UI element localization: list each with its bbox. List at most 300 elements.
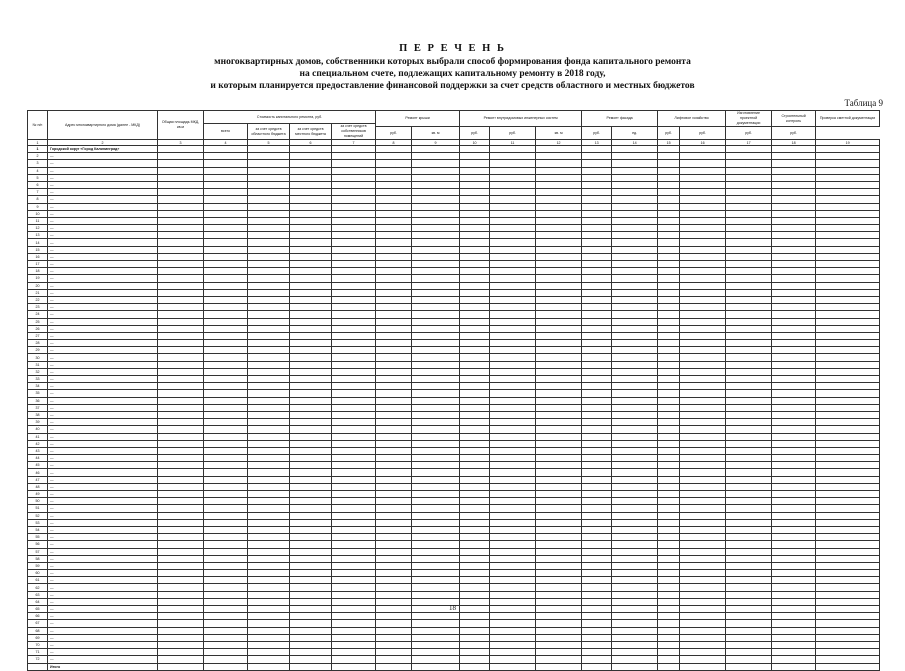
row-value xyxy=(726,498,772,505)
row-value xyxy=(290,663,332,670)
row-value xyxy=(332,512,376,519)
row-value xyxy=(204,663,248,670)
row-value xyxy=(376,232,412,239)
row-value xyxy=(332,261,376,268)
table-row xyxy=(28,498,880,505)
row-value xyxy=(658,261,680,268)
row-value xyxy=(536,663,582,670)
row-value xyxy=(612,160,658,167)
row-value xyxy=(612,411,658,418)
row-number: 11 xyxy=(28,217,48,224)
row-value xyxy=(460,318,490,325)
row-value xyxy=(658,419,680,426)
row-value xyxy=(412,181,460,188)
row-value xyxy=(204,225,248,232)
row-value xyxy=(204,232,248,239)
row-value xyxy=(158,397,204,404)
row-value xyxy=(612,253,658,260)
row-value xyxy=(772,311,816,318)
table-row xyxy=(28,620,880,627)
row-value xyxy=(460,311,490,318)
row-number: 23 xyxy=(28,304,48,311)
row-value xyxy=(680,548,726,555)
row-value xyxy=(376,498,412,505)
row-value xyxy=(490,591,536,598)
row-value xyxy=(536,462,582,469)
row-number: 47 xyxy=(28,476,48,483)
row-value xyxy=(772,649,816,656)
document-subtitle-line-3: и которым планируется предоставление финансовой поддержки за счет средств областного и местных бюджетов xyxy=(210,81,695,91)
row-value xyxy=(612,526,658,533)
row-value xyxy=(726,361,772,368)
unit-cell: руб. xyxy=(772,127,816,140)
row-value xyxy=(612,261,658,268)
row-value xyxy=(582,318,612,325)
row-value xyxy=(332,232,376,239)
row-value xyxy=(658,541,680,548)
row-value xyxy=(376,397,412,404)
table-row xyxy=(28,383,880,390)
row-value xyxy=(772,404,816,411)
row-number: 13 xyxy=(28,232,48,239)
row-address: — xyxy=(48,462,158,469)
row-value xyxy=(412,225,460,232)
row-value xyxy=(658,347,680,354)
row-value xyxy=(460,498,490,505)
row-value xyxy=(290,368,332,375)
row-value xyxy=(460,354,490,361)
row-number: 59 xyxy=(28,562,48,569)
row-value xyxy=(680,246,726,253)
row-value xyxy=(158,361,204,368)
row-value xyxy=(204,383,248,390)
row-value xyxy=(376,282,412,289)
row-number: 30 xyxy=(28,354,48,361)
row-value xyxy=(204,325,248,332)
row-value xyxy=(290,534,332,541)
row-value xyxy=(582,167,612,174)
row-value xyxy=(582,411,612,418)
row-value xyxy=(332,541,376,548)
row-value xyxy=(158,246,204,253)
row-value xyxy=(376,411,412,418)
row-value xyxy=(158,160,204,167)
row-value xyxy=(460,368,490,375)
row-value xyxy=(536,311,582,318)
row-value xyxy=(460,167,490,174)
row-value xyxy=(772,217,816,224)
row-value xyxy=(460,591,490,598)
table-row xyxy=(28,483,880,490)
row-value xyxy=(290,311,332,318)
table-row xyxy=(28,181,880,188)
table-row xyxy=(28,304,880,311)
row-value xyxy=(536,455,582,462)
row-value xyxy=(680,181,726,188)
row-value xyxy=(680,627,726,634)
table-row xyxy=(28,397,880,404)
row-value xyxy=(248,491,290,498)
row-value xyxy=(658,340,680,347)
row-value xyxy=(460,404,490,411)
row-value xyxy=(582,361,612,368)
row-value xyxy=(772,167,816,174)
row-value xyxy=(332,562,376,569)
table-row xyxy=(28,146,880,153)
row-value xyxy=(332,570,376,577)
row-value xyxy=(680,491,726,498)
row-value xyxy=(582,555,612,562)
row-value xyxy=(680,390,726,397)
row-value xyxy=(582,282,612,289)
row-value xyxy=(726,318,772,325)
row-value xyxy=(582,181,612,188)
row-number: 14 xyxy=(28,239,48,246)
row-value xyxy=(460,261,490,268)
row-value xyxy=(332,325,376,332)
row-value xyxy=(582,469,612,476)
row-value xyxy=(726,225,772,232)
column-number: 19 xyxy=(816,140,880,146)
row-value xyxy=(816,153,880,160)
row-value xyxy=(658,167,680,174)
document-subtitle-line-1: многоквартирных домов, собственники которых выбрали способ формирования фонда капитального ремонта xyxy=(214,57,691,67)
row-value xyxy=(460,361,490,368)
row-value xyxy=(332,534,376,541)
row-value xyxy=(412,440,460,447)
row-value xyxy=(158,354,204,361)
row-value xyxy=(376,591,412,598)
row-value xyxy=(332,296,376,303)
row-value xyxy=(816,318,880,325)
row-value xyxy=(460,174,490,181)
table-row xyxy=(28,210,880,217)
row-value xyxy=(582,519,612,526)
row-number: 22 xyxy=(28,296,48,303)
row-value xyxy=(158,181,204,188)
row-value xyxy=(612,174,658,181)
row-number: 43 xyxy=(28,447,48,454)
row-value xyxy=(536,376,582,383)
row-value xyxy=(204,476,248,483)
row-value xyxy=(536,505,582,512)
table-row xyxy=(28,555,880,562)
row-value xyxy=(158,311,204,318)
header-inspection: Проверка сметной документации xyxy=(816,111,880,127)
row-number: 72 xyxy=(28,656,48,663)
row-address: — xyxy=(48,476,158,483)
row-value xyxy=(412,577,460,584)
row-value xyxy=(290,296,332,303)
row-number: 61 xyxy=(28,577,48,584)
row-value xyxy=(248,167,290,174)
table-row xyxy=(28,548,880,555)
table-row xyxy=(28,469,880,476)
row-value xyxy=(290,361,332,368)
row-value xyxy=(332,548,376,555)
row-value xyxy=(772,146,816,153)
row-value xyxy=(536,390,582,397)
row-value xyxy=(816,562,880,569)
table-row xyxy=(28,447,880,454)
header-owners: за счет средств собственников помещений xyxy=(332,124,376,140)
row-value xyxy=(582,160,612,167)
row-value xyxy=(248,627,290,634)
row-number: 16 xyxy=(28,253,48,260)
row-value xyxy=(680,663,726,670)
row-value xyxy=(680,591,726,598)
row-value xyxy=(248,368,290,375)
row-value xyxy=(582,526,612,533)
row-value xyxy=(658,584,680,591)
row-value xyxy=(412,239,460,246)
row-address: — xyxy=(48,210,158,217)
row-value xyxy=(290,483,332,490)
row-value xyxy=(536,656,582,663)
row-value xyxy=(726,383,772,390)
row-value xyxy=(658,526,680,533)
row-value xyxy=(582,483,612,490)
table-row xyxy=(28,332,880,339)
row-value xyxy=(332,411,376,418)
row-value xyxy=(726,649,772,656)
row-value xyxy=(536,225,582,232)
row-value xyxy=(680,318,726,325)
row-value xyxy=(290,491,332,498)
row-number: 36 xyxy=(28,397,48,404)
table-row xyxy=(28,455,880,462)
row-value xyxy=(412,282,460,289)
row-value xyxy=(290,332,332,339)
row-value xyxy=(248,174,290,181)
row-value xyxy=(816,340,880,347)
row-value xyxy=(816,634,880,641)
row-value xyxy=(332,656,376,663)
row-value xyxy=(726,203,772,210)
row-value xyxy=(248,376,290,383)
row-value xyxy=(332,649,376,656)
row-value xyxy=(658,368,680,375)
row-value xyxy=(490,332,536,339)
row-value xyxy=(816,210,880,217)
row-value xyxy=(658,376,680,383)
row-value xyxy=(536,526,582,533)
row-value xyxy=(612,649,658,656)
row-value xyxy=(376,455,412,462)
row-address: — xyxy=(48,332,158,339)
row-value xyxy=(816,462,880,469)
row-value xyxy=(204,419,248,426)
row-value xyxy=(248,548,290,555)
row-value xyxy=(158,347,204,354)
row-value xyxy=(248,426,290,433)
row-value xyxy=(412,584,460,591)
document-subtitle-line-2: на специальном счете, подлежащих капитальному ремонту в 2018 году, xyxy=(299,69,606,79)
row-value xyxy=(332,174,376,181)
row-value xyxy=(490,232,536,239)
row-value xyxy=(204,455,248,462)
row-value xyxy=(490,512,536,519)
row-value xyxy=(490,225,536,232)
row-value xyxy=(412,217,460,224)
row-value xyxy=(816,584,880,591)
row-value xyxy=(412,419,460,426)
row-value xyxy=(412,189,460,196)
table-number: Таблица 9 xyxy=(844,98,883,108)
row-value xyxy=(680,620,726,627)
row-value xyxy=(290,656,332,663)
row-value xyxy=(816,325,880,332)
row-value xyxy=(204,217,248,224)
table-row xyxy=(28,354,880,361)
row-value xyxy=(490,447,536,454)
column-number: 18 xyxy=(772,140,816,146)
row-value xyxy=(412,210,460,217)
table-row xyxy=(28,404,880,411)
row-address: Итого xyxy=(48,663,158,670)
row-value xyxy=(158,526,204,533)
row-value xyxy=(412,656,460,663)
row-value xyxy=(158,275,204,282)
column-number: 10 xyxy=(460,140,490,146)
row-value xyxy=(680,282,726,289)
row-value xyxy=(680,656,726,663)
row-value xyxy=(680,512,726,519)
row-value xyxy=(680,404,726,411)
table-row xyxy=(28,246,880,253)
row-value xyxy=(658,570,680,577)
row-value xyxy=(582,383,612,390)
row-value xyxy=(582,397,612,404)
row-value xyxy=(772,253,816,260)
row-value xyxy=(332,447,376,454)
row-value xyxy=(248,577,290,584)
row-value xyxy=(816,246,880,253)
row-value xyxy=(290,591,332,598)
table-row xyxy=(28,376,880,383)
row-value xyxy=(460,570,490,577)
row-value xyxy=(332,613,376,620)
row-value xyxy=(680,340,726,347)
row-value xyxy=(204,146,248,153)
column-number: 11 xyxy=(490,140,536,146)
row-address: — xyxy=(48,340,158,347)
row-number: 67 xyxy=(28,620,48,627)
row-value xyxy=(290,397,332,404)
row-value xyxy=(658,311,680,318)
row-value xyxy=(204,649,248,656)
row-value xyxy=(816,512,880,519)
row-value xyxy=(536,210,582,217)
header-utility: Ремонт внутридомовых инженерных систем xyxy=(460,111,582,127)
row-value xyxy=(290,620,332,627)
row-value xyxy=(332,203,376,210)
table-row xyxy=(28,160,880,167)
row-value xyxy=(376,419,412,426)
row-value xyxy=(248,383,290,390)
row-value xyxy=(772,174,816,181)
row-value xyxy=(332,347,376,354)
row-value xyxy=(772,656,816,663)
row-value xyxy=(816,519,880,526)
row-value xyxy=(680,433,726,440)
row-value xyxy=(816,217,880,224)
table-row xyxy=(28,440,880,447)
row-value xyxy=(376,534,412,541)
row-value xyxy=(460,548,490,555)
unit-cell: руб. xyxy=(460,127,490,140)
row-value xyxy=(490,383,536,390)
header-facade: Ремонт фасада xyxy=(582,111,658,127)
row-value xyxy=(460,332,490,339)
row-value xyxy=(248,411,290,418)
row-number: 34 xyxy=(28,383,48,390)
unit-cell: руб. xyxy=(658,127,680,140)
row-value xyxy=(332,505,376,512)
row-value xyxy=(726,261,772,268)
row-value xyxy=(460,620,490,627)
row-value xyxy=(658,577,680,584)
row-value xyxy=(460,376,490,383)
row-value xyxy=(536,426,582,433)
row-value xyxy=(204,347,248,354)
row-value xyxy=(376,174,412,181)
row-value xyxy=(680,584,726,591)
row-value xyxy=(460,562,490,569)
row-value xyxy=(460,153,490,160)
row-value xyxy=(536,189,582,196)
row-value xyxy=(376,634,412,641)
row-value xyxy=(680,469,726,476)
row-value xyxy=(460,656,490,663)
row-value xyxy=(536,591,582,598)
row-value xyxy=(204,160,248,167)
row-value xyxy=(726,340,772,347)
row-value xyxy=(376,462,412,469)
table-row xyxy=(28,419,880,426)
row-value xyxy=(536,649,582,656)
row-value xyxy=(536,512,582,519)
row-value xyxy=(290,462,332,469)
row-value xyxy=(248,225,290,232)
row-value xyxy=(612,289,658,296)
row-address: — xyxy=(48,174,158,181)
row-value xyxy=(412,318,460,325)
row-value xyxy=(290,210,332,217)
row-value xyxy=(460,232,490,239)
row-value xyxy=(726,390,772,397)
row-value xyxy=(612,282,658,289)
row-value xyxy=(536,433,582,440)
row-value xyxy=(290,239,332,246)
row-value xyxy=(680,203,726,210)
document-title: П Е Р Е Ч Е Н Ь xyxy=(399,43,506,54)
row-address: — xyxy=(48,239,158,246)
row-address: — xyxy=(48,534,158,541)
row-value xyxy=(248,397,290,404)
row-value xyxy=(412,476,460,483)
row-address: — xyxy=(48,505,158,512)
row-value xyxy=(332,404,376,411)
row-value xyxy=(290,613,332,620)
row-value xyxy=(204,534,248,541)
row-address: — xyxy=(48,261,158,268)
row-value xyxy=(248,289,290,296)
row-value xyxy=(536,340,582,347)
row-value xyxy=(158,505,204,512)
row-value xyxy=(816,361,880,368)
row-value xyxy=(680,577,726,584)
